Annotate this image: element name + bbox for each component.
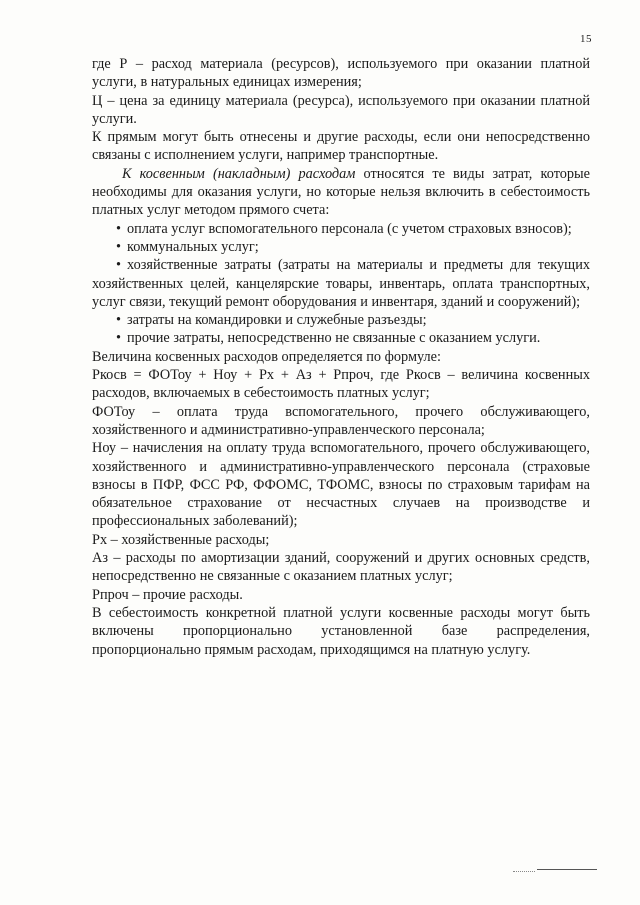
list-item-text: затраты на командировки и служебные разъезды; xyxy=(127,312,427,329)
paragraph-formula-intro: Величина косвенных расходов определяется по формуле: xyxy=(92,348,441,365)
paragraph-az: Аз – расходы по амортизации зданий, сооружений и других основных средств, непосредственно не связанные с оказанием платных услуг; xyxy=(92,550,590,585)
list-item xyxy=(92,256,590,311)
bullet-icon: • xyxy=(116,220,122,237)
bullet-icon: • xyxy=(116,312,122,329)
list-item-text: оплата услуг вспомогательного персонала (с учетом страховых взносов); xyxy=(127,220,572,237)
bullet-icon: • xyxy=(116,330,122,347)
paragraph-formula: Ркосв = ФОТоу + Ноу + Рх + Аз + Рпроч, где Ркосв – величина косвенных расходов, включаемых в себестоимость платных услуг; xyxy=(92,367,590,402)
paragraph-p-definition: где Р – расход материала (ресурсов), используемого при оказании платной услуги, в натуральных единицах измерения; xyxy=(92,56,590,91)
list-item xyxy=(92,311,590,329)
list-item xyxy=(92,220,590,238)
footer-divider xyxy=(537,869,597,870)
page-number: 15 xyxy=(580,33,592,45)
paragraph-fotou: ФОТоу – оплата труда вспомогательного, прочего обслуживающего, хозяйственного и административно-управленческого персонала; xyxy=(92,403,590,438)
indirect-costs-term: К косвенным (накладным) расходам xyxy=(122,165,356,182)
bullet-icon: • xyxy=(116,257,122,274)
list-item-text: коммунальных услуг; xyxy=(127,238,259,255)
paragraph-indirect-costs xyxy=(92,165,590,220)
paragraph-c-definition: Ц – цена за единицу материала (ресурса), используемого при оказании платной услуги. xyxy=(92,92,590,127)
paragraph-rproch: Рпроч – прочие расходы. xyxy=(92,586,243,603)
list-item xyxy=(92,238,590,256)
list-item xyxy=(92,329,590,347)
paragraph-allocation: В себестоимость конкретной платной услуги косвенные расходы могут быть включены пропорционально установленной базе распределения, пропорционально прямым расходам, приходящимся на платную услугу. xyxy=(92,604,590,658)
list-item-text: прочие затраты, непосредственно не связанные с оказанием услуги. xyxy=(127,330,541,347)
indirect-costs-text: относятся те виды затрат, которые необходимы для оказания услуги, но которые нельзя включить в себестоимость платных услуг методом прямого счета: xyxy=(92,165,591,219)
paragraph-direct-costs: К прямым могут быть отнесены и другие расходы, если они непосредственно связаны с исполнением услуги, например транспортные. xyxy=(92,129,590,164)
list-item-text: хозяйственные затраты (затраты на материалы и предметы для текущих хозяйственных целей, канцелярские товары, инвентарь, оплата транспортных, услуг связи, текущий ремонт оборудования и инвентаря, зданий и сооружений); xyxy=(92,257,590,310)
paragraph-nou: Ноу – начисления на оплату труда вспомогательного, прочего обслуживающего, хозяйственного и административно-управленческого персонала (страховые взносы в ПФР, ФСС РФ, ФФОМС, ТФОМС, взносы по страховым тарифам на обязательное страхование от несчастных случаев на производстве и профессиональных заболеваний); xyxy=(92,440,590,530)
bullet-icon: • xyxy=(116,238,122,255)
paragraph-rx: Рх – хозяйственные расходы; xyxy=(92,531,270,548)
footer-divider-dotted xyxy=(513,871,535,872)
document-body xyxy=(92,55,590,659)
